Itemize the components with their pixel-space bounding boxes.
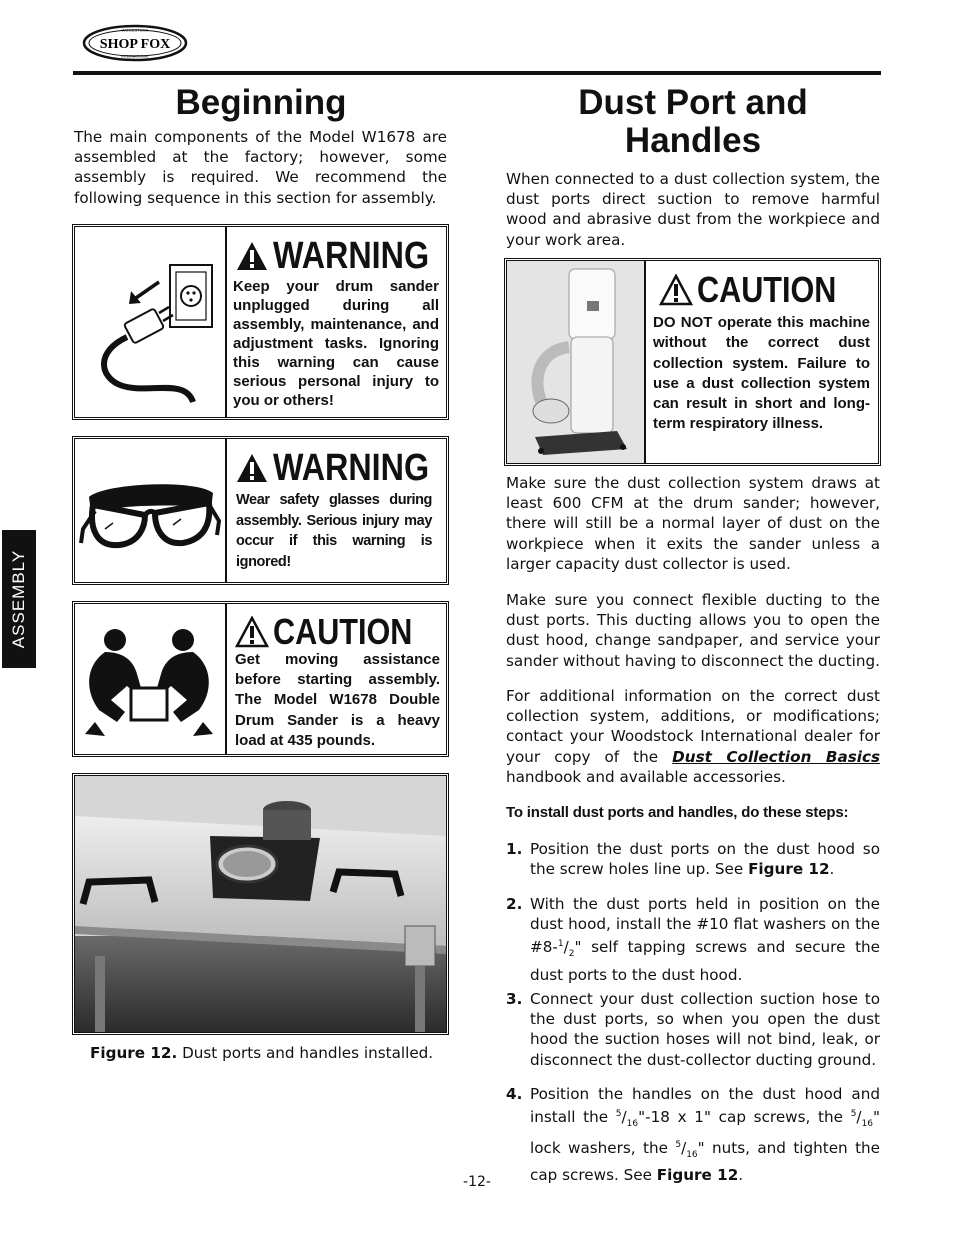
caution-triangle-icon <box>235 616 269 648</box>
caution-1-text: Get moving assistance before starting assembly. The Model W1678 Double Drum Sander is a heavy load at 435 pounds. <box>235 651 440 749</box>
logo-text: SHOP FOX <box>99 37 171 52</box>
step-2-frac-num: 1 <box>557 939 564 950</box>
caution-banner-1-text: CAUTION <box>273 611 413 652</box>
dust-port-intro: When connected to a dust collection system, the dust ports direct suction to remove harmful wood and abrasive dust from the workpiece and your work area. <box>506 170 880 249</box>
unplug-illustration <box>75 227 227 417</box>
plug-icon <box>75 227 225 417</box>
step-2-text-b: " self tapping screws and secure the dust ports to the dust hood. <box>530 938 880 984</box>
caution-banner-1 <box>235 612 437 652</box>
caution-banner-2-text: CAUTION <box>697 269 837 310</box>
fraction-num: 5 <box>850 1109 857 1120</box>
dust-collector-icon <box>507 261 644 463</box>
dust-para-3 <box>506 686 880 787</box>
caution-lifting-box <box>72 601 449 757</box>
caution-2-text: DO NOT operate this machine without the correct dust collection system. Failure to use a dust collection system can result in short and long-term respiratory illness. <box>653 314 870 433</box>
step-3-text: Connect your dust collection suction hose to the dust ports, so when you open the dust hood the suction hoses will not bind, leak, or disconnect the dust-collector ducting ground. <box>530 990 880 1069</box>
caution-triangle-icon <box>659 274 693 306</box>
warning-banner-1-text: WARNING <box>273 234 430 277</box>
warning-banner-2-text: WARNING <box>273 446 430 489</box>
step-3 <box>506 989 880 1070</box>
two-person-lift-icon <box>75 604 225 754</box>
step-1-figure-ref: Figure 12 <box>748 860 830 879</box>
warning-banner-2 <box>235 447 457 489</box>
caution-banner-2 <box>659 270 861 310</box>
figure-12-photo <box>72 773 449 1035</box>
warning-unplug-box <box>72 224 449 420</box>
warning-banner-1 <box>235 235 457 277</box>
warning-glasses-box <box>72 436 449 585</box>
dust-para-1: Make sure the dust collection system draws at least 600 CFM at the drum sander; however, there will still be a normal layer of dust on the workpiece when it exits the sander unless a larger capacity dust collector is used. <box>506 474 880 573</box>
step-2: 2. With the dust ports held in position on the dust hood, install the #10 flat washers on the $\#8-^1/_2$" self tapping screws and secure the dust ports to the dust hood. <box>506 895 880 984</box>
figure-12-caption <box>90 1043 433 1063</box>
figure-12-caption-text: Dust ports and handles installed. <box>182 1044 434 1062</box>
beginning-title: Beginning <box>175 83 347 122</box>
warning-2-text: Wear safety glasses during assembly. Serious injury may occur if this warning is ignored! <box>236 492 432 570</box>
shop-fox-logo <box>82 24 188 62</box>
steps-heading: To install dust ports and handles, do these steps: <box>506 804 849 821</box>
step-4-text-c: " lock washers, the <box>530 1108 880 1157</box>
fraction-num: 5 <box>615 1109 622 1120</box>
logo-small-top: WOODSTOCK <box>121 27 149 33</box>
dust-para-3-before: For additional information on the correct dust collection system, additions, or modifications; contact your Woodstock International dealer for your copy of the <box>506 687 880 766</box>
step-4: 4. Position the handles on the dust hood and install the $^5/_{16}"-18$ x 1" cap screws, the $^5/_{16}$" lock washers, the $^5/_{16}$" nuts, and tighten the cap screws. See Figure 12. <box>506 1085 880 1184</box>
safety-glasses-icon <box>75 439 225 582</box>
lifting-illustration <box>75 604 227 754</box>
step-4-text-d: " nuts, and tighten the cap screws. See <box>530 1138 880 1184</box>
dust-para-3-after: handbook and available accessories. <box>506 767 786 786</box>
fraction-den: 16 <box>626 1119 639 1130</box>
fraction-num: 5 <box>675 1139 682 1150</box>
step-2-frac-den: 2 <box>568 949 575 960</box>
caution-dust-box <box>504 258 881 466</box>
warning-triangle-icon <box>235 452 269 484</box>
step-1: 1. Position the dust ports on the dust hood so the screw holes line up. See Figure 12. <box>506 840 880 879</box>
step-2-text-a: With the dust ports held in position on the dust hood, install the #10 flat washers on the #8- <box>530 895 880 957</box>
step-1-number: 1. <box>506 840 523 858</box>
dust-collector-illustration <box>507 261 646 463</box>
dust-para-2: Make sure you connect flexible ducting to the dust ports. This ducting allows you to open the dust hood, change sandpaper, and service your sander without having to disconnect the ducting. <box>506 591 880 670</box>
glasses-illustration <box>75 439 227 582</box>
warning-1-text: Keep your drum sander unplugged during all assembly, maintenance, and adjustment tasks. Ignoring this warning can cause serious personal injury to you or others! <box>233 278 439 409</box>
figure-12-label: Figure 12. <box>90 1044 178 1062</box>
drum-sander-photo <box>75 776 446 1032</box>
dust-port-title <box>506 84 880 160</box>
dust-collection-basics-link[interactable]: Dust Collection Basics <box>672 747 880 766</box>
step-4-text-b: "-18 x 1" cap screws, the <box>638 1108 851 1127</box>
logo-small-bottom: INTERNATIONAL <box>121 54 149 59</box>
step-4-text-a: Position the handles on the dust hood and install the <box>530 1085 880 1127</box>
step-3-number: 3. <box>506 990 523 1008</box>
beginning-intro: The main components of the Model W1678 are assembled at the factory; however, some assembly is required. We recommend the following sequence in this section for assembly. <box>74 128 447 207</box>
step-1-text: Position the dust ports on the dust hood so the screw holes line up. See <box>530 840 880 879</box>
fraction-den: 16 <box>861 1119 873 1130</box>
page-number: -12- <box>463 1174 491 1190</box>
section-tab <box>2 530 36 668</box>
header-rule <box>73 71 881 75</box>
fraction-den: 16 <box>686 1149 698 1160</box>
dust-port-title-line1: Dust Port and <box>578 83 808 122</box>
dust-port-title-line2: Handles <box>624 121 762 160</box>
section-tab-label: ASSEMBLY <box>9 549 28 649</box>
step-4-figure-ref: Figure 12 <box>656 1165 739 1184</box>
warning-triangle-icon <box>235 240 269 272</box>
step-2-number: 2. <box>506 895 523 913</box>
step-4-number: 4. <box>506 1085 523 1103</box>
